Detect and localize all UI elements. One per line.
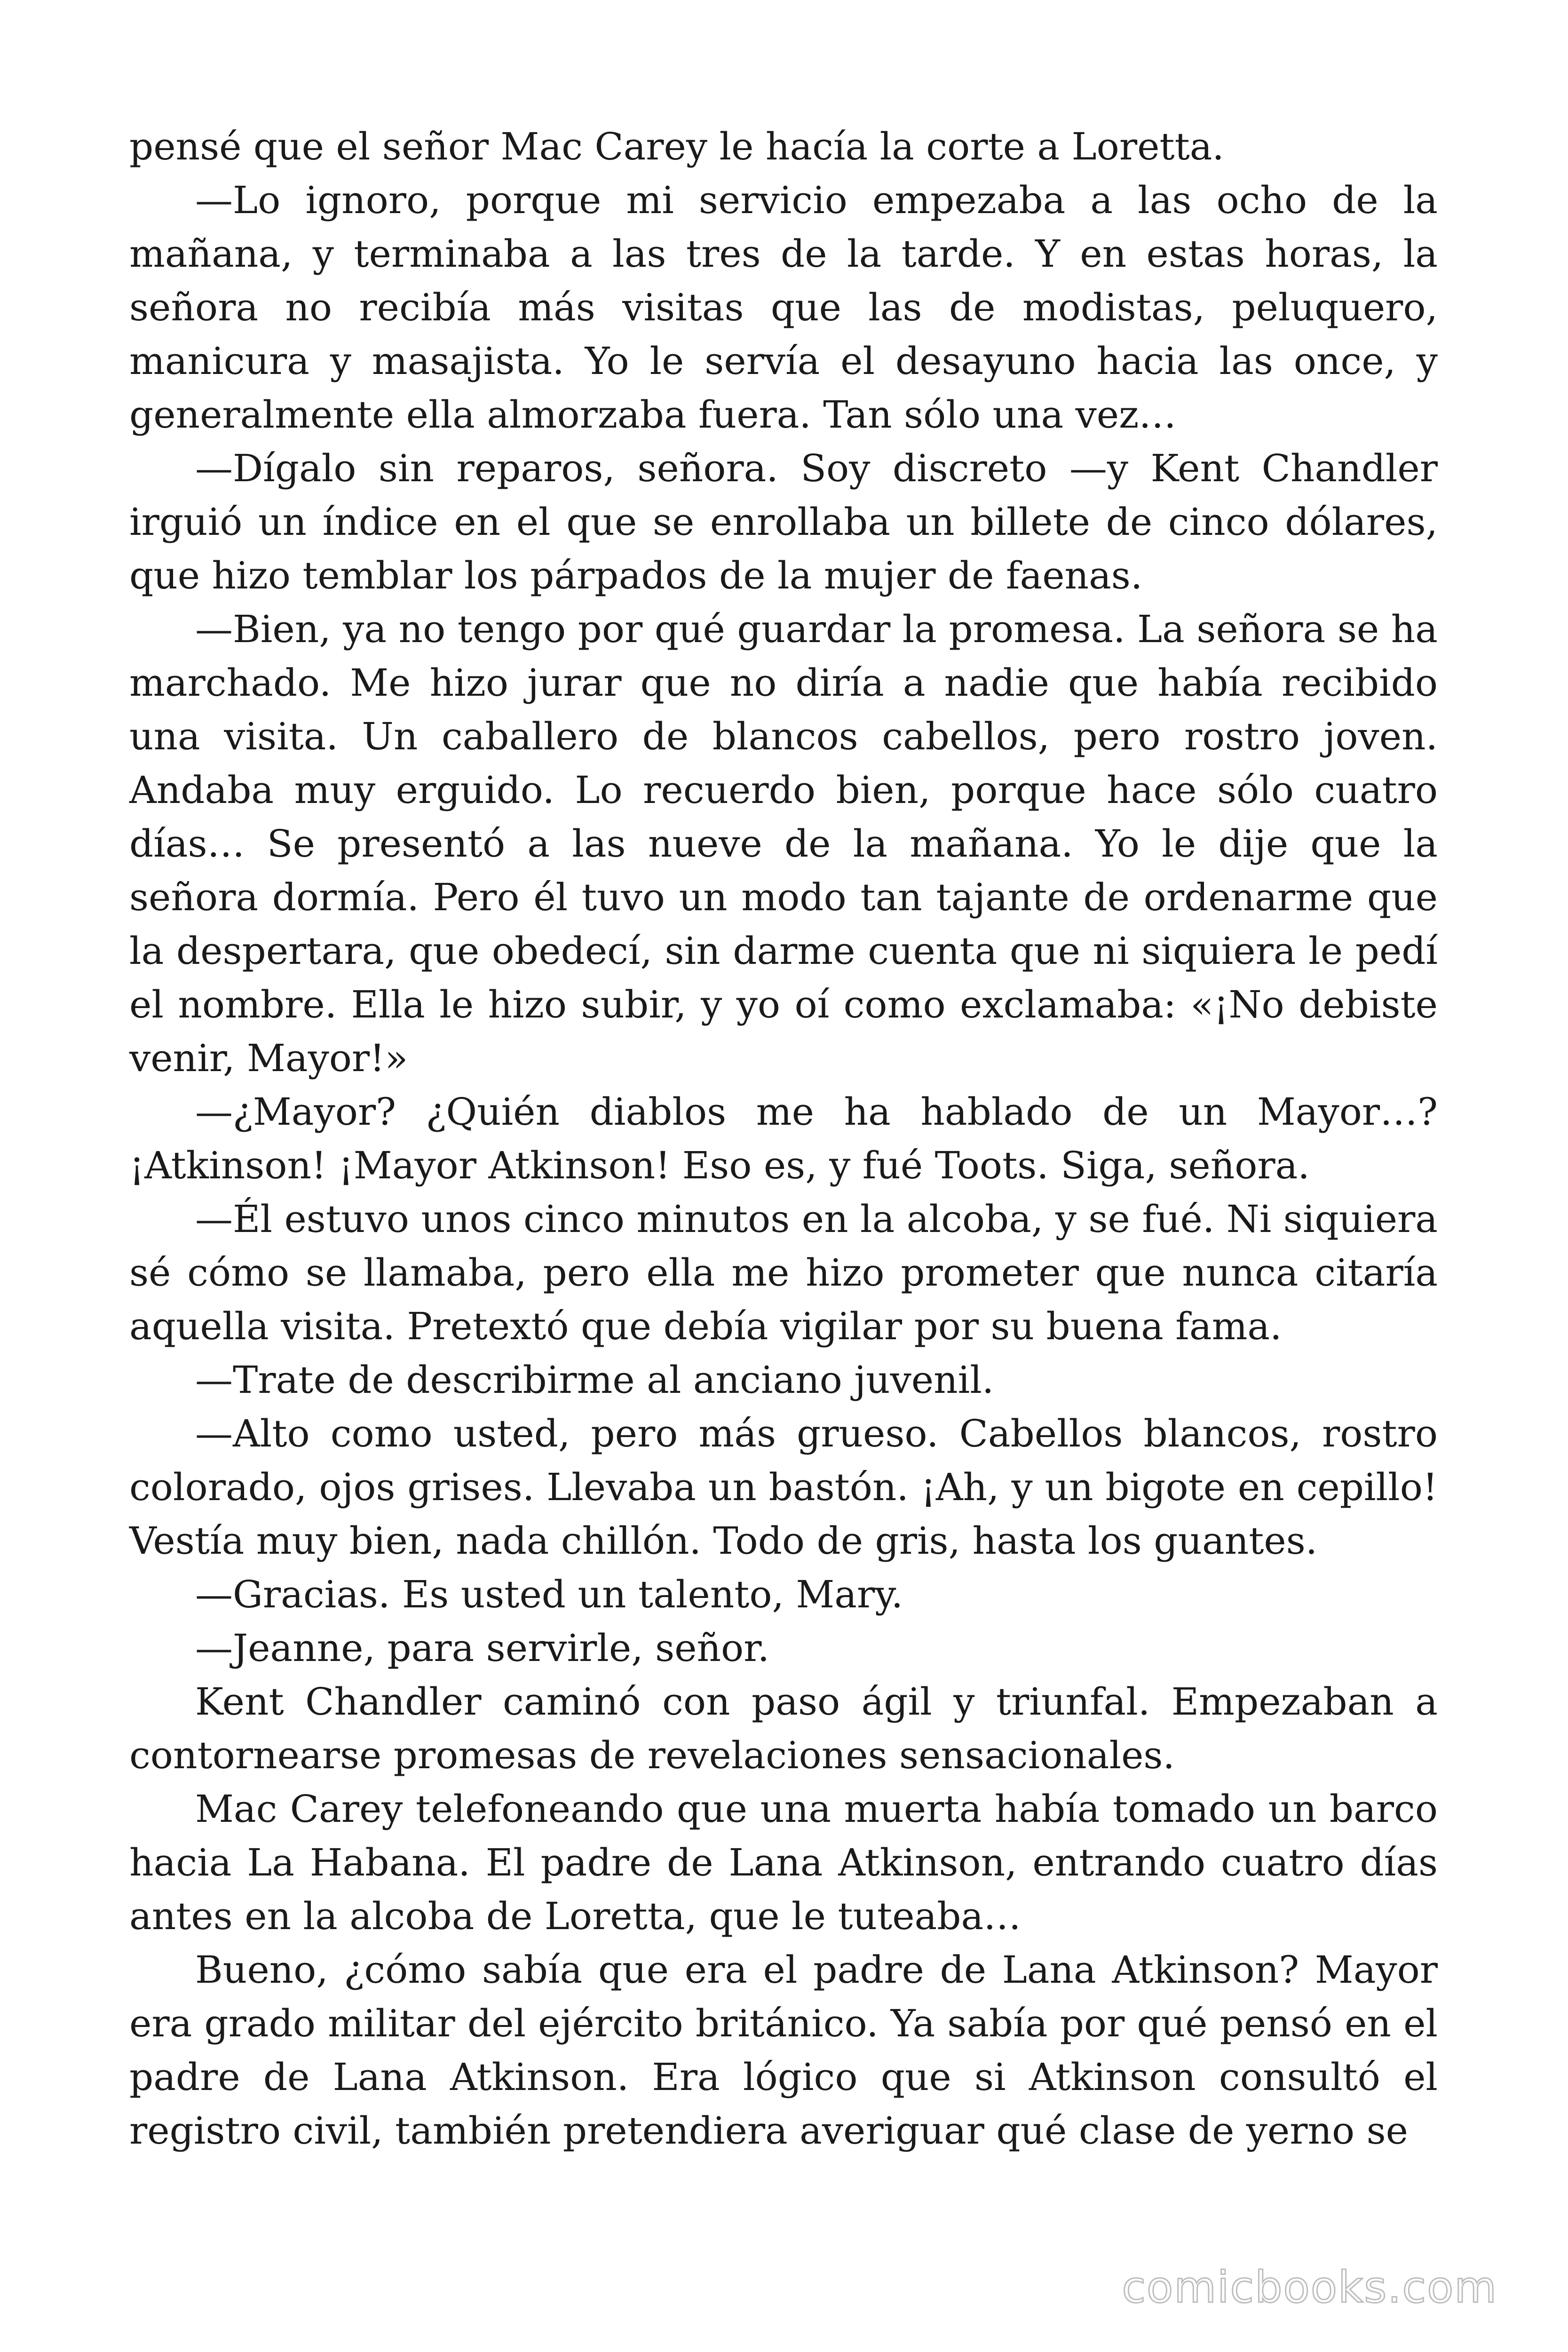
paragraph: —¿Mayor? ¿Quién diablos me ha hablado de un Mayor…? ¡Atkinson! ¡Mayor Atkinson! Eso es, y fué Toots. Siga, señora. (129, 1090, 1438, 1187)
paragraph: —Dígalo sin reparos, señora. Soy discreto —y Kent Chandler irguió un índice en el que se enrollaba un billete de cinco dólares, que hizo temblar los párpados de la mujer de faenas. (129, 446, 1438, 597)
body-text (129, 120, 1438, 2158)
paragraph: —Trate de describirme al anciano juvenil. (195, 1358, 994, 1402)
paragraph: Mac Carey telefoneando que una muerta había tomado un barco hacia La Habana. El padre de Lana Atkinson, entrando cuatro días antes en la alcoba de Loretta, que le tuteaba… (129, 1787, 1438, 1938)
paragraph: Bueno, ¿cómo sabía que era el padre de Lana Atkinson? Mayor era grado militar del ejército británico. Ya sabía por qué pensó en el padre de Lana Atkinson. Era lógico que si Atkinson consultó el registro civil, también pretendiera averiguar qué clase de yerno se (129, 1948, 1438, 2153)
paragraph: —Lo ignoro, porque mi servicio empezaba a las ocho de la mañana, y terminaba a las tres de la tarde. Y en estas horas, la señora no recibía más visitas que las de modistas, peluquero, manicura y masajista. Yo le servía el desayuno hacia las once, y generalmente ella almorzaba fuera. Tan sólo una vez… (129, 178, 1438, 437)
paragraph: pensé que el señor Mac Carey le hacía la corte a Loretta. (129, 125, 1224, 168)
paragraph: —Bien, ya no tengo por qué guardar la promesa. La señora se ha marchado. Me hizo jurar que no diría a nadie que había recibido una visita. Un caballero de blancos cabellos, pero rostro joven. Andaba muy erguido. Lo recuerdo bien, porque hace sólo cuatro días… Se presentó a las nueve de la mañana. Yo le dije que la señora dormía. Pero él tuvo un modo tan tajante de ordenarme que la despertara, que obedecí, sin darme cuenta que ni siquiera le pedí el nombre. Ella le hizo subir, y yo oí como exclamaba: «¡No debiste venir, Mayor!» (129, 607, 1438, 1080)
watermark: comicbooks.com (1122, 2262, 1497, 2312)
paragraph: Kent Chandler caminó con paso ágil y triunfal. Empezaban a contornearse promesas de revelaciones sensacionales. (129, 1680, 1438, 1777)
paragraph: —Gracias. Es usted un talento, Mary. (195, 1573, 903, 1616)
paragraph: —Él estuvo unos cinco minutos en la alcoba, y se fué. Ni siquiera sé cómo se llamaba, pero ella me hizo prometer que nunca citaría aquella visita. Pretextó que debía vigilar por su buena fama. (129, 1197, 1438, 1348)
paragraph: —Jeanne, para servirle, señor. (195, 1626, 770, 1670)
paragraph: —Alto como usted, pero más grueso. Cabellos blancos, rostro colorado, ojos grises. Llevaba un bastón. ¡Ah, y un bigote en cepillo! Vestía muy bien, nada chillón. Todo de gris, hasta los guantes. (129, 1412, 1438, 1563)
